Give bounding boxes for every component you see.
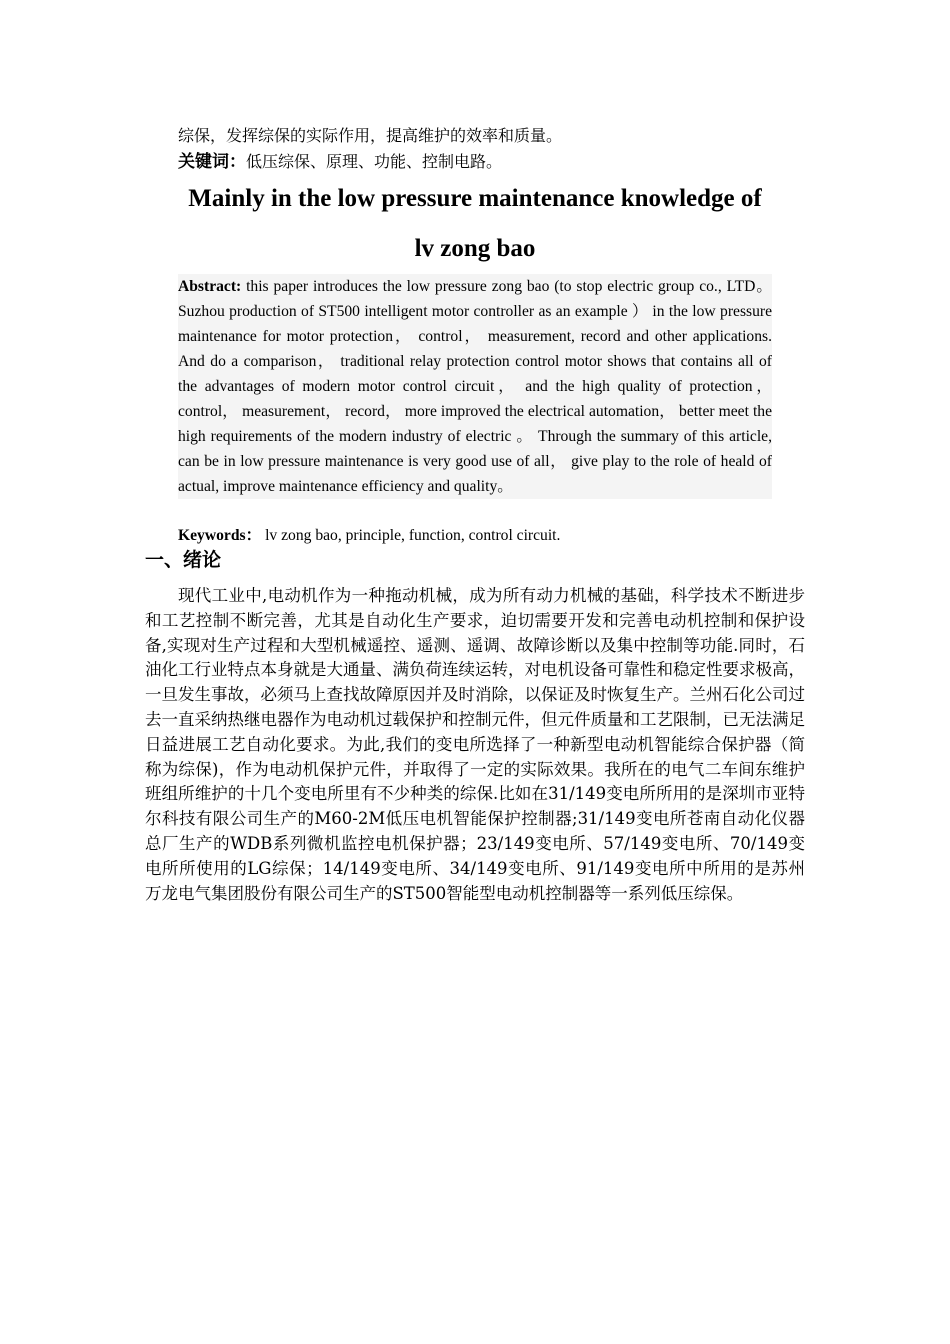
english-keywords-line — [178, 523, 772, 548]
english-keywords-text: lv zong bao, principle, function, control circuit. — [265, 527, 561, 544]
english-keywords-label: Keywords： — [178, 527, 262, 544]
english-title-line-2: lv zong bao — [414, 235, 536, 262]
introduction-paragraph: 现代工业中,电动机作为一种拖动机械，成为所有动力机械的基础，科学技术不断进步和工艺控制不断完善，尤其是自动化生产要求，迫切需要开发和完善电动机控制和保护设备,实现对生产过程和大型机械遥控、遥测、遥调、故障诊断以及集中控制等功能.同时，石油化工行业特点本身就是大通量、满负荷连续运转，对电机设备可靠性和稳定性要求极高，一旦发生事故，必须马上查找故障原因并及时消除，以保证及时恢复生产。兰州石化公司过去一直采纳热继电器作为电动机过载保护和控制元件，但元件质量和工艺限制，已无法满足日益进展工艺自动化要求。为此,我们的变电所选择了一种新型电动机智能综合保护器（简称为综保)，作为电动机保护元件，并取得了一定的实际效果。我所在的电气二车间东维护班组所维护的十几个变电所里有不少种类的综保.比如在31/149变电所所用的是深圳市亚特尔科技有限公司生产的M60-2M低压电机智能保护控制器;31/149变电所苍南自动化仪器总厂生产的WDB系列微机监控电机保护器；23/149变电所、57/149变电所、70/149变电所所使用的LG综保；14/149变电所、34/149变电所、91/149变电所中所用的是苏州万龙电气集团股份有限公司生产的ST500智能型电动机控制器等一系列低压综保。 — [145, 586, 805, 903]
chinese-keywords-label: 关键词： — [178, 152, 246, 172]
abstract-label: Abstract: — [178, 278, 242, 295]
chinese-keywords-text: 低压综保、原理、功能、控制电路。 — [246, 152, 503, 171]
chinese-keywords-line — [178, 151, 778, 173]
english-abstract — [178, 274, 772, 499]
english-title-line-1: Mainly in the low pressure maintenance knowledge of — [188, 185, 762, 212]
abstract-text: this paper introduces the low pressure zong bao (to stop electric group co., LTD。 Suzhou production of ST500 intelligent motor controller as an example ） in the low pressure maintenance for motor protection， control， measurement, record and other applications. And do a comparison， traditional relay protection control motor shows that contains all of the advantages of modern motor control circuit， and the high quality of protection， control， measurement， record， more improved the electrical automation， better meet the high requirements of the modern industry of electric 。 Through the summary of this article, can be in low pressure maintenance is very good use of all， give play to the role of heald of actual, improve maintenance efficiency and quality。 — [178, 278, 772, 495]
summary-closing-line — [178, 125, 778, 147]
summary-closing-text: 综保，发挥综保的实际作用，提高维护的效率和质量。 — [178, 126, 563, 145]
section-heading-introduction: 一、绪论 — [145, 549, 222, 571]
